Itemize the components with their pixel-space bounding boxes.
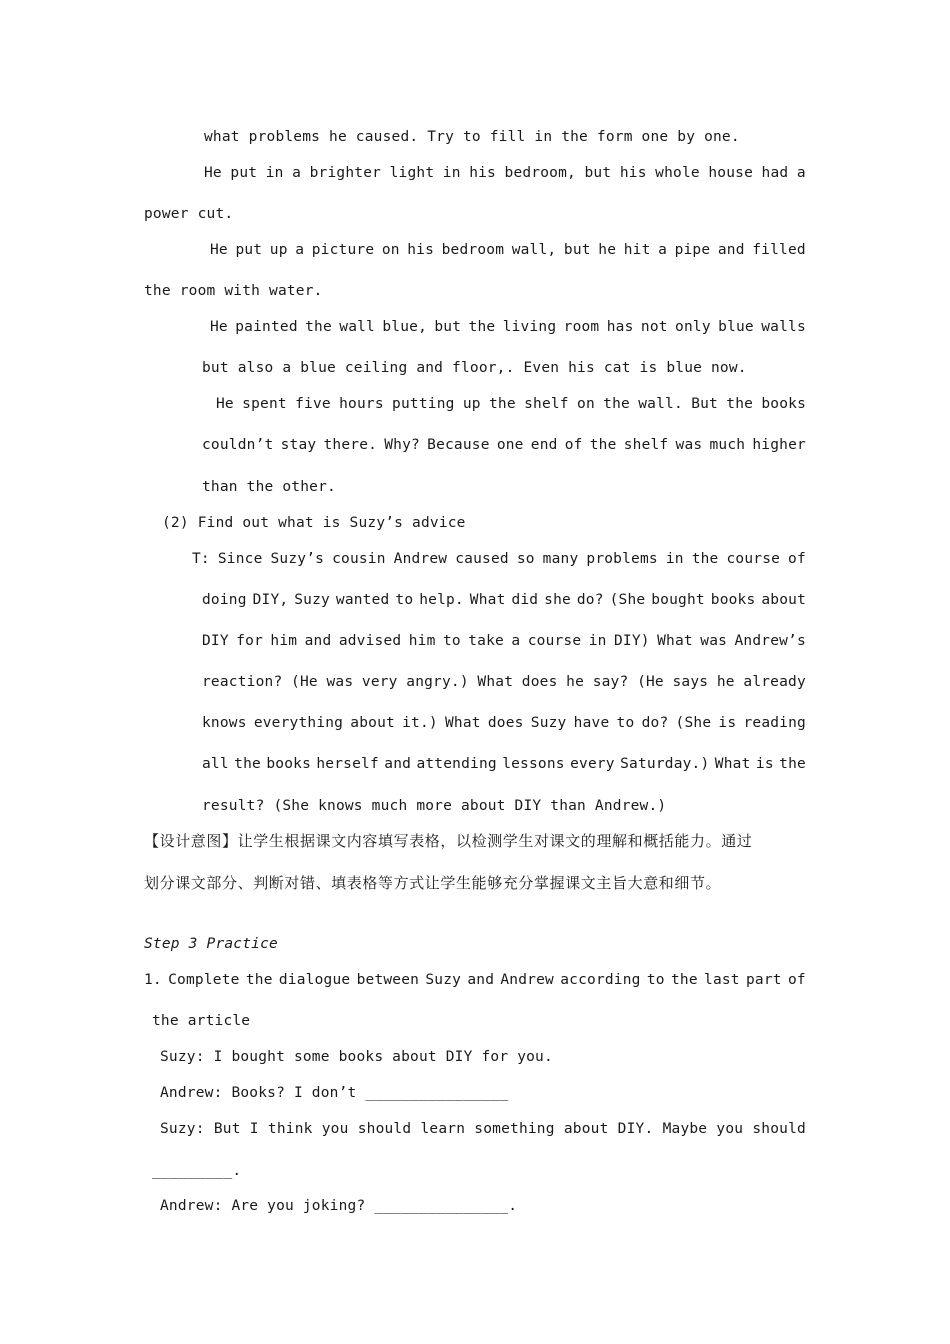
word: books (761, 396, 806, 412)
word: bought (651, 592, 705, 608)
word: bedroom (441, 242, 505, 258)
dialogue-blank-line: _________. (152, 1163, 242, 1179)
word: (He (291, 674, 318, 690)
word: about (563, 1121, 609, 1137)
word: was (700, 633, 728, 649)
problem1-line2: power cut. (144, 206, 234, 222)
word: does (521, 674, 558, 690)
word: was (326, 674, 354, 690)
design-intent-line2: 划分课文部分、判断对错、填表格等方式让学生能够充分掌握课文主旨大意和细节。 (144, 874, 722, 892)
word: he (598, 242, 617, 258)
word: the (691, 551, 719, 567)
word: course (726, 551, 781, 567)
word: Maybe (662, 1121, 708, 1137)
word: living (502, 319, 557, 335)
word: every (570, 756, 615, 772)
word: painted (235, 319, 298, 335)
word: wanted (335, 592, 390, 608)
word: stay (280, 437, 317, 453)
word: the (726, 396, 754, 412)
word: him (408, 633, 436, 649)
word: wall, (511, 242, 557, 258)
word: He (210, 242, 228, 258)
word: whole (655, 165, 700, 181)
word: says (672, 674, 709, 690)
word: walls (761, 319, 806, 335)
word: dialogue (278, 972, 351, 988)
problem3-line2: but also a blue ceiling and floor,. Even his cat is blue now. (202, 360, 747, 376)
word: angry.) (406, 674, 469, 690)
word: Since (217, 551, 263, 567)
word: had (761, 165, 789, 181)
word: the (589, 437, 617, 453)
word: for (236, 633, 263, 649)
task1-line1 (144, 970, 806, 990)
word: course (527, 633, 582, 649)
word: the (603, 396, 630, 412)
dialogue-line-andrew2: Andrew: Are you joking? _______________. (160, 1198, 518, 1214)
word: Andrew (393, 551, 448, 567)
word: What (714, 756, 751, 772)
word: to (442, 633, 461, 649)
word: Suzy (530, 715, 567, 731)
word: but (563, 242, 591, 258)
word: he (566, 674, 585, 690)
word: of (788, 551, 806, 567)
word: wall (339, 319, 375, 335)
word: Why? (384, 437, 420, 453)
word: put (235, 242, 263, 258)
word: Andrew’s (734, 633, 806, 649)
word: putting (392, 396, 455, 412)
word: What (477, 674, 514, 690)
word: DIY (202, 633, 229, 649)
teacher-talk-line7: result? (She knows much more about DIY than Andrew.) (202, 798, 667, 814)
word: all (202, 756, 229, 772)
problem2-line2: the room with water. (144, 283, 323, 299)
word: should (357, 1121, 412, 1137)
word: blue, (382, 319, 428, 335)
word: up (462, 396, 481, 412)
word: think (267, 1121, 313, 1137)
word: but (434, 319, 462, 335)
teacher-talk-line4 (202, 672, 806, 692)
word: herself (316, 756, 379, 772)
word: in (665, 551, 684, 567)
word: Suzy (425, 972, 462, 988)
word: is (755, 756, 774, 772)
word: Suzy: (160, 1121, 205, 1137)
word: DIY. (617, 1121, 654, 1137)
word: the (305, 319, 332, 335)
word: one (496, 437, 524, 453)
word: filled (752, 242, 806, 258)
word: his (469, 165, 496, 181)
word: a (295, 242, 305, 258)
word: on (381, 242, 400, 258)
word: the (489, 396, 516, 412)
word: the (468, 319, 496, 335)
word: much (709, 437, 746, 453)
teacher-talk-line2 (202, 590, 806, 610)
word: What (469, 592, 506, 608)
word: Suzy (294, 592, 330, 608)
teacher-talk-line1 (192, 549, 806, 569)
word: in (588, 633, 607, 649)
word: put (230, 165, 258, 181)
word: and (384, 756, 412, 772)
word: the (779, 756, 806, 772)
problem1-line1 (204, 163, 806, 183)
word: according (560, 972, 641, 988)
word: hours (339, 396, 384, 412)
word: him (270, 633, 298, 649)
word: a (292, 165, 302, 181)
teacher-talk-line5 (202, 713, 806, 733)
word: about (761, 592, 806, 608)
word: (She (675, 715, 712, 731)
word: a (658, 242, 667, 258)
word: you (716, 1121, 744, 1137)
word: there. (323, 437, 378, 453)
word: not (640, 319, 668, 335)
word: to (395, 592, 414, 608)
word: Complete (168, 972, 240, 988)
word: house (708, 165, 753, 181)
problem4-line3: than the other. (202, 479, 336, 495)
word: He (210, 319, 228, 335)
word: spent (242, 396, 287, 412)
word: of (787, 972, 806, 988)
word: help. (419, 592, 464, 608)
word: of (564, 437, 583, 453)
word: only (675, 319, 711, 335)
word: I (249, 1121, 259, 1137)
word: blue (718, 319, 754, 335)
word: Suzy’s (270, 551, 325, 567)
word: But (691, 396, 718, 412)
word: knows (202, 715, 247, 731)
word: reading (743, 715, 806, 731)
word: his (619, 165, 647, 181)
word: in (442, 165, 461, 181)
word: T: (192, 551, 210, 567)
word: on (577, 396, 595, 412)
word: wall. (638, 396, 683, 412)
word: (He (637, 674, 664, 690)
word: in (265, 165, 284, 181)
word: Saturday.) (620, 756, 710, 772)
word: DIY) (613, 633, 650, 649)
word: books (710, 592, 756, 608)
word: take (468, 633, 504, 649)
teacher-talk-line6 (202, 754, 806, 774)
word: DIY, (252, 592, 289, 608)
word: about (350, 715, 395, 731)
word: problems (586, 551, 658, 567)
dialogue-line-andrew1: Andrew: Books? I don’t ________________ (160, 1085, 509, 1101)
word: pipe (674, 242, 711, 258)
word: What (657, 633, 693, 649)
word: already (743, 674, 806, 690)
word: brighter (309, 165, 382, 181)
word: many (542, 551, 579, 567)
word: picture (311, 242, 375, 258)
word: to (616, 715, 635, 731)
word: cousin (332, 551, 386, 567)
word: He (216, 396, 234, 412)
intro-line: what problems he caused. Try to fill in the form one by one. (204, 129, 740, 145)
word: say? (592, 674, 629, 690)
word: and (717, 242, 745, 258)
word: learn (420, 1121, 466, 1137)
word: Because (427, 437, 490, 453)
word: end (530, 437, 558, 453)
word: to (646, 972, 665, 988)
word: did (511, 592, 539, 608)
word: has (606, 319, 634, 335)
word: do? (641, 715, 669, 731)
word: something (474, 1121, 555, 1137)
problem4-line2 (202, 435, 806, 455)
word: so (516, 551, 535, 567)
dialogue-line-suzy2 (160, 1119, 806, 1139)
word: doing (202, 592, 247, 608)
word: He (204, 165, 222, 181)
word: and (304, 633, 332, 649)
word: do? (576, 592, 604, 608)
word: very (361, 674, 398, 690)
word: was (675, 437, 703, 453)
task1-line2: the article (152, 1013, 251, 1029)
word: Andrew (500, 972, 554, 988)
word: the (234, 756, 261, 772)
word: part (746, 972, 782, 988)
word: shelf (524, 396, 569, 412)
word: everything (253, 715, 344, 731)
word: up (269, 242, 288, 258)
problem4-line1 (216, 394, 806, 414)
word: caused (455, 551, 509, 567)
problem2-line1 (210, 240, 806, 260)
word: hit (623, 242, 651, 258)
word: it.) (402, 715, 438, 731)
word: she (544, 592, 571, 608)
word: five (295, 396, 331, 412)
word: bedroom, (504, 165, 576, 181)
word: his (407, 242, 435, 258)
word: a (796, 165, 806, 181)
dialogue-line-suzy1: Suzy: I bought some books about DIY for you. (160, 1049, 553, 1065)
word: lessons (502, 756, 565, 772)
word: room (563, 319, 600, 335)
design-intent-line1: 【设计意图】让学生根据课文内容填写表格，以检测学生对课文的理解和概括能力。通过 (144, 832, 753, 850)
word: advised (338, 633, 402, 649)
word: should (752, 1121, 806, 1137)
word: shelf (623, 437, 669, 453)
teacher-talk-line3 (202, 631, 806, 651)
word: light (389, 165, 435, 181)
word: a (511, 633, 521, 649)
word: last (704, 972, 740, 988)
step3-heading: Step 3 Practice (144, 936, 278, 952)
word: and (467, 972, 495, 988)
problem3-line1 (210, 317, 806, 337)
word: the (670, 972, 698, 988)
word: attending (416, 756, 497, 772)
word: reaction? (202, 674, 283, 690)
word: but (584, 165, 612, 181)
word: have (573, 715, 610, 731)
word: higher (752, 437, 806, 453)
word: the (245, 972, 273, 988)
word: 1. (144, 972, 162, 988)
word: But (213, 1121, 241, 1137)
subheading-suzy-advice: (2) Find out what is Suzy’s advice (162, 515, 466, 531)
word: (She (609, 592, 646, 608)
word: What (444, 715, 481, 731)
word: is (718, 715, 737, 731)
word: does (487, 715, 524, 731)
word: books (266, 756, 311, 772)
word: between (356, 972, 420, 988)
word: you (321, 1121, 349, 1137)
word: he (716, 674, 735, 690)
word: couldn’t (202, 437, 274, 453)
